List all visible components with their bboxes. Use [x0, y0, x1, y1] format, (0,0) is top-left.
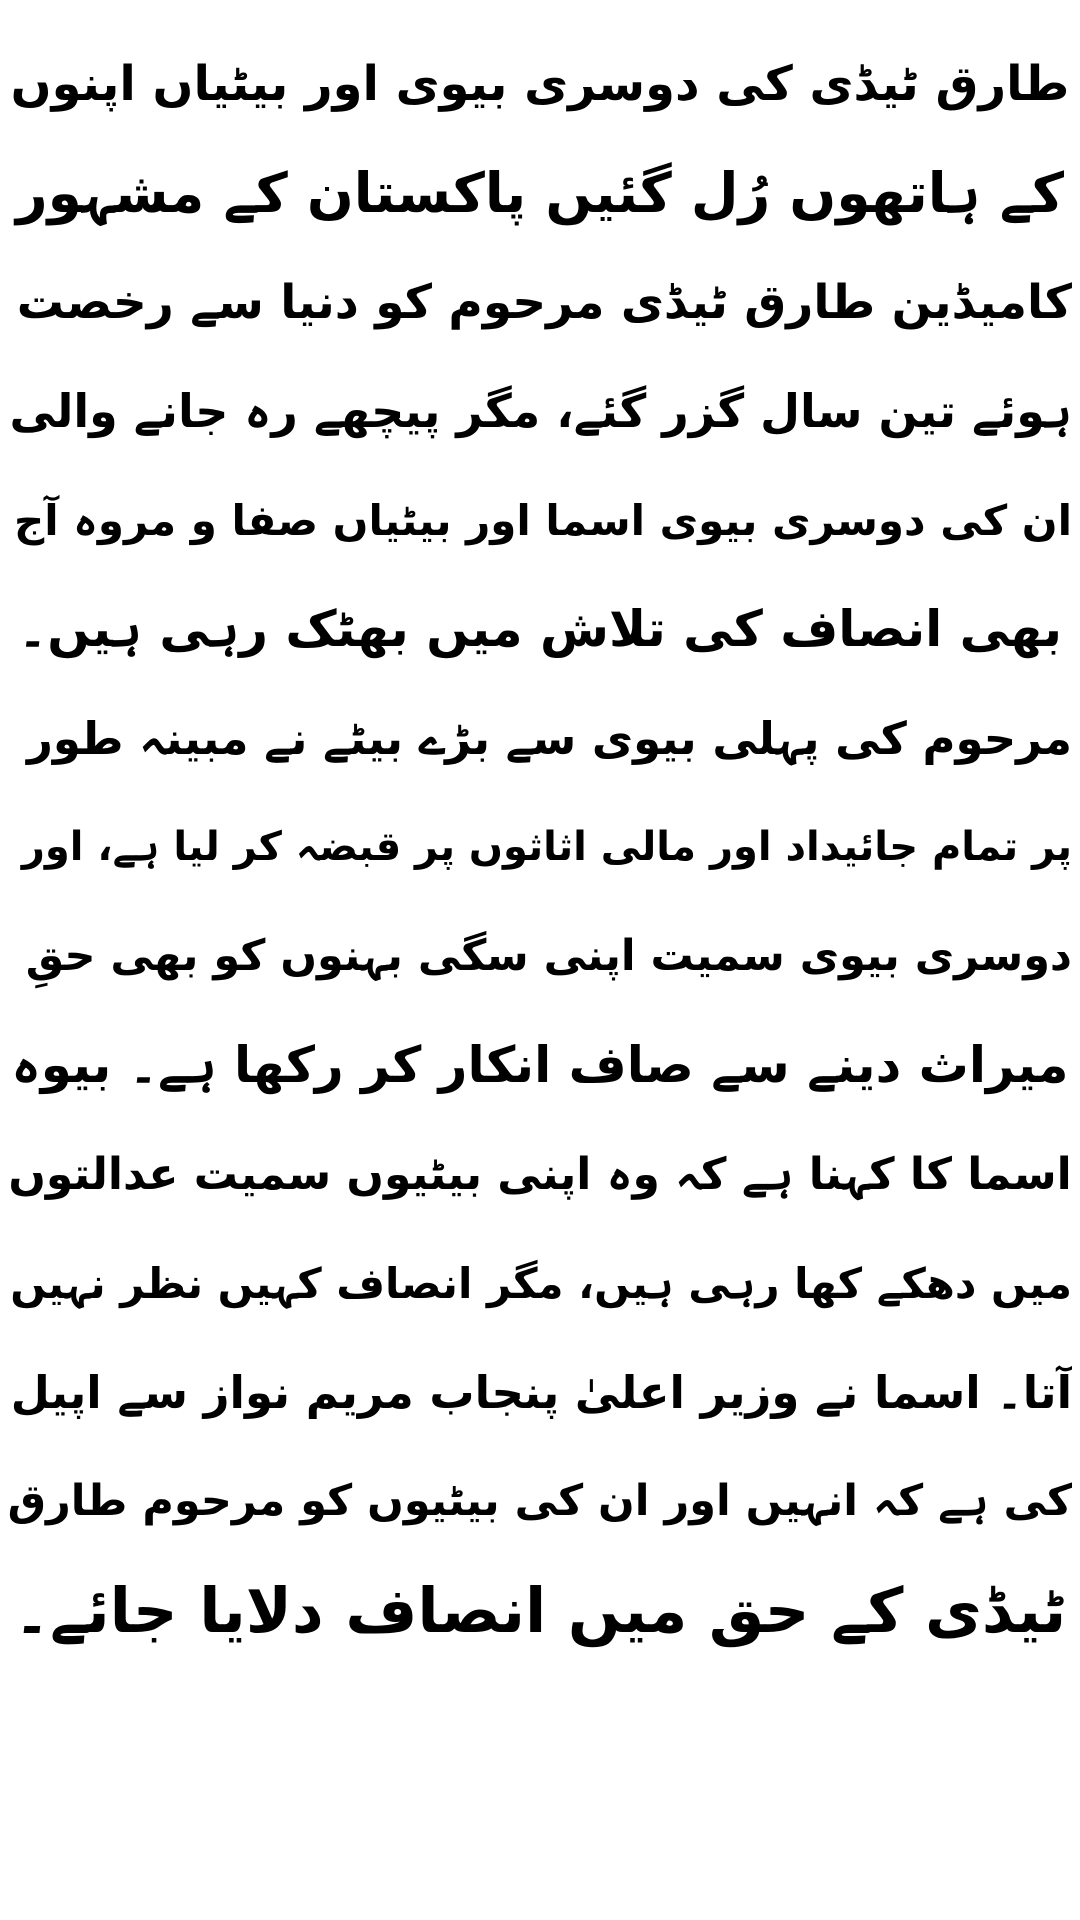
body-line-3: ان کی دوسری بیوی اسما اور بیٹیاں صفا و مروہ آج — [13, 496, 1072, 545]
body-line-2: ہوئے تین سال گزر گئے، مگر پیچھے رہ جانے والی — [9, 384, 1072, 438]
body-line-7: دوسری بیوی سمیت اپنی سگی بہنوں کو بھی حقِ — [25, 931, 1072, 981]
body-line-12: کی ہے کہ انہیں اور ان کی بیٹیوں کو مرحوم طارق — [8, 1476, 1072, 1526]
body-line-10: میں دھکے کھا رہی ہیں، مگر انصاف کہیں نظر نہیں — [10, 1259, 1072, 1308]
body-line-1: کامیڈین طارق ٹیڈی مرحوم کو دنیا سے رخصت — [16, 275, 1072, 330]
headline-line-2: کے ہاتھوں رُل گئیں پاکستان کے مشہور — [15, 161, 1065, 225]
body-line-4: بھی انصاف کی تلاش میں بھٹک رہی ہیں۔ — [17, 600, 1063, 658]
article-body — [8, 30, 1072, 1665]
body-line-8: میراث دینے سے صاف انکار کر رکھا ہے۔ بیوہ — [11, 1036, 1069, 1094]
body-line-13: ٹیڈی کے حق میں انصاف دلایا جائے۔ — [13, 1574, 1067, 1647]
body-line-5: مرحوم کی پہلی بیوی سے بڑے بیٹے نے مبینہ طور — [26, 712, 1072, 765]
body-line-9: اسما کا کہنا ہے کہ وہ اپنی بیٹیوں سمیت عدالتوں — [8, 1149, 1072, 1200]
body-line-6: پر تمام جائیداد اور مالی اثاثوں پر قبضہ کر لیا ہے، اور — [21, 824, 1072, 870]
headline-line-1: طارق ٹیڈی کی دوسری بیوی اور بیٹیاں اپنوں — [10, 56, 1070, 112]
body-line-11: آتا۔ اسما نے وزیر اعلیٰ پنجاب مریم نواز سے اپیل — [10, 1366, 1072, 1419]
